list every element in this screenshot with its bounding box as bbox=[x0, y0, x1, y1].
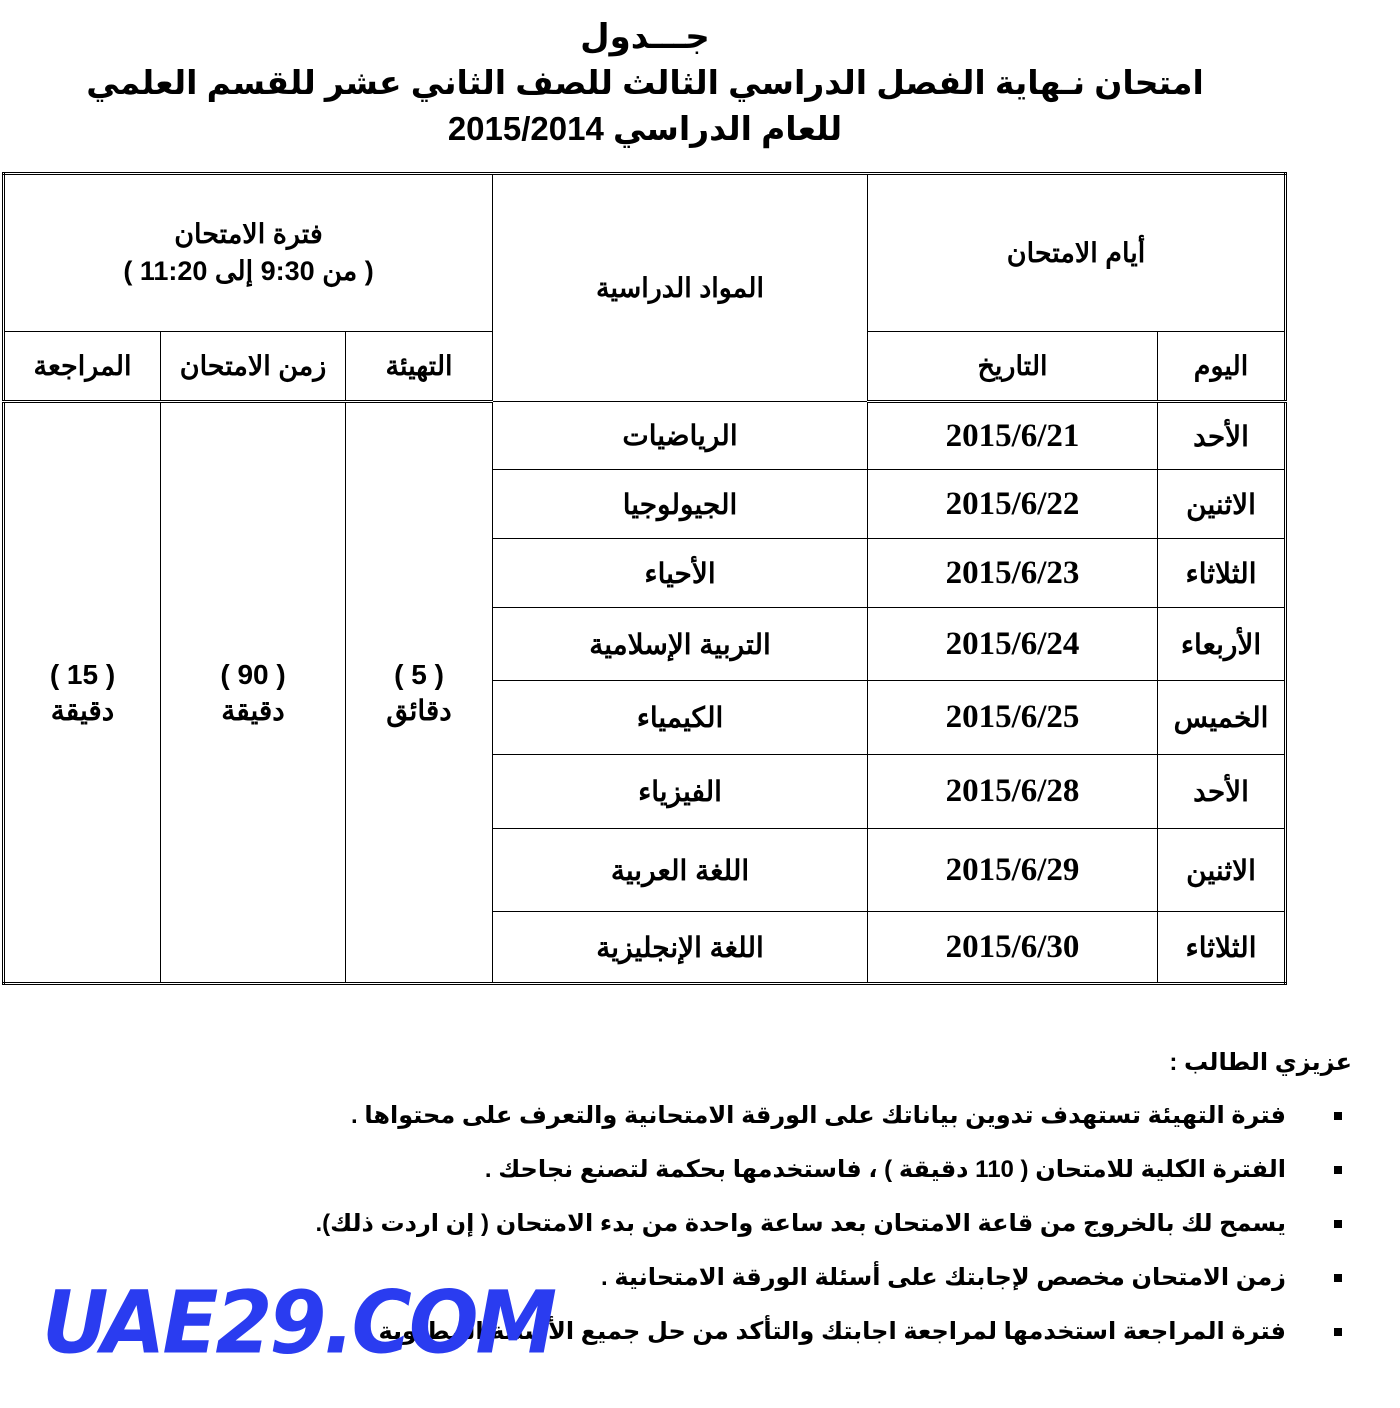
list-item bbox=[242, 1089, 1342, 1143]
row-day: الاثنين bbox=[1158, 470, 1286, 539]
row-day: الثلاثاء bbox=[1158, 912, 1286, 984]
exam-duration bbox=[161, 402, 346, 984]
bullet-icon bbox=[1334, 1112, 1342, 1120]
note-text: زمن الامتحان مخصص لإجابتك على أسئلة الورقة الامتحانية . bbox=[601, 1264, 1286, 1291]
row-day: الأربعاء bbox=[1158, 608, 1286, 681]
prep-value: ( 5 ) bbox=[394, 658, 444, 690]
row-subject: اللغة العربية bbox=[493, 829, 868, 912]
academic-year: للعام الدراسي 2015/2014 bbox=[447, 110, 843, 147]
prep-duration bbox=[346, 402, 493, 984]
row-day: الأحد bbox=[1158, 755, 1286, 829]
row-date: 2015/6/30 bbox=[868, 912, 1158, 984]
exam-unit: دقيقة bbox=[221, 694, 285, 726]
bullet-icon bbox=[1334, 1220, 1342, 1228]
exam-schedule-table bbox=[2, 172, 1287, 985]
day-header: اليوم bbox=[1158, 332, 1286, 402]
row-date: 2015/6/25 bbox=[868, 681, 1158, 755]
row-subject: الفيزياء bbox=[493, 755, 868, 829]
row-day: الأحد bbox=[1158, 402, 1286, 470]
list-item bbox=[242, 1143, 1342, 1197]
row-day: الثلاثاء bbox=[1158, 539, 1286, 608]
row-date: 2015/6/29 bbox=[868, 829, 1158, 912]
note-text: فترة التهيئة تستهدف تدوين بياناتك على الورقة الامتحانية والتعرف على محتواها . bbox=[350, 1102, 1286, 1129]
date-header: التاريخ bbox=[868, 332, 1158, 402]
note-text: فترة المراجعة استخدمها لمراجعة اجابتك والتأكد من حل جميع الأسئلة المطلوبة . bbox=[365, 1318, 1286, 1345]
row-subject: الرياضيات bbox=[493, 402, 868, 470]
row-date: 2015/6/23 bbox=[868, 539, 1158, 608]
note-text: الفترة الكلية للامتحان ( 110 دقيقة ) ، فاستخدمها بحكمة لتصنع نجاحك . bbox=[484, 1156, 1286, 1183]
row-day: الاثنين bbox=[1158, 829, 1286, 912]
document-header bbox=[0, 14, 1290, 152]
prep-header: التهيئة bbox=[346, 332, 493, 402]
row-subject: التربية الإسلامية bbox=[493, 608, 868, 681]
row-date: 2015/6/24 bbox=[868, 608, 1158, 681]
note-text: يسمح لك بالخروج من قاعة الامتحان بعد ساعة واحدة من بدء الامتحان ( إن اردت ذلك). bbox=[315, 1210, 1286, 1237]
prep-unit: دقائق bbox=[386, 694, 452, 726]
row-subject: اللغة الإنجليزية bbox=[493, 912, 868, 984]
row-subject: الأحياء bbox=[493, 539, 868, 608]
notes-greeting: عزيزي الطالب : bbox=[1169, 1049, 1352, 1076]
row-date: 2015/6/21 bbox=[868, 402, 1158, 470]
row-date: 2015/6/28 bbox=[868, 755, 1158, 829]
exam-value: ( 90 ) bbox=[220, 658, 286, 690]
bullet-icon bbox=[1334, 1274, 1342, 1282]
bullet-icon bbox=[1334, 1328, 1342, 1336]
exam-time-header: زمن الامتحان bbox=[161, 332, 346, 402]
row-date: 2015/6/22 bbox=[868, 470, 1158, 539]
list-item bbox=[242, 1197, 1342, 1251]
exam-period-range: ( من 9:30 إلى 11:20 ) bbox=[123, 256, 374, 286]
row-subject: الجيولوجيا bbox=[493, 470, 868, 539]
review-value: ( 15 ) bbox=[49, 658, 116, 690]
exam-period-header bbox=[4, 174, 493, 332]
subjects-header: المواد الدراسية bbox=[493, 174, 868, 402]
review-header: المراجعة bbox=[4, 332, 161, 402]
bullet-icon bbox=[1334, 1166, 1342, 1174]
table-row bbox=[4, 402, 1286, 470]
document-subtitle: امتحان نـهاية الفصل الدراسي الثالث للصف الثاني عشر للقسم العلمي bbox=[86, 64, 1204, 101]
review-duration bbox=[4, 402, 161, 984]
exam-days-header: أيام الامتحان bbox=[868, 174, 1286, 332]
review-unit: دقيقة bbox=[50, 694, 115, 726]
row-subject: الكيمياء bbox=[493, 681, 868, 755]
document-title: جـــدول bbox=[580, 18, 710, 56]
exam-period-title: فترة الامتحان bbox=[174, 219, 323, 249]
row-day: الخميس bbox=[1158, 681, 1286, 755]
site-watermark-logo: UAE29.COM bbox=[42, 1273, 555, 1374]
